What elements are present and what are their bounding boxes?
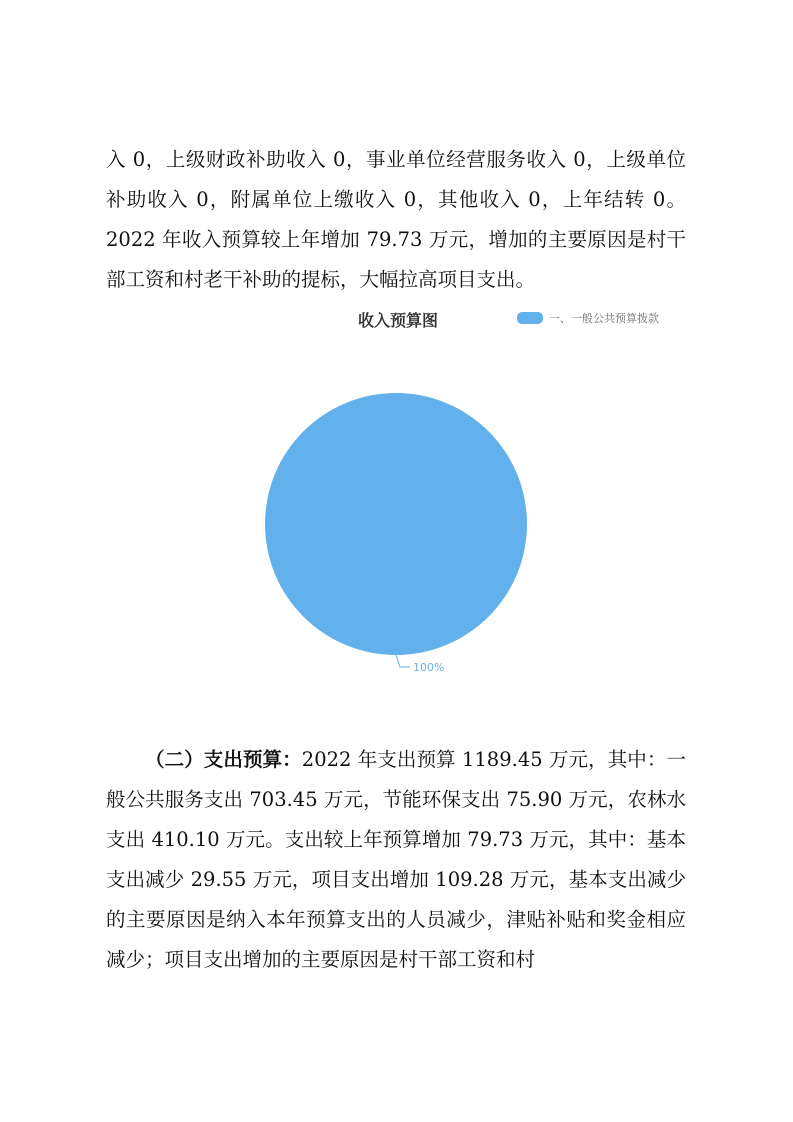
pie-slice (265, 393, 527, 655)
income-budget-pie-chart (0, 295, 793, 695)
pie-slices (265, 393, 527, 655)
chart-title: 收入预算图 (357, 311, 439, 330)
legend-label: 一、一般公共预算拨款 (549, 312, 659, 325)
section-heading: （二）支出预算： (145, 748, 302, 771)
section-body: 2022 年支出预算 1189.45 万元，其中：一般公共服务支出 703.45 万元，节能环保支出 75.90 万元，农林水支出 410.10 万元。支出较上年预算增加 79.73 万元，其中：基本支出减少 29.55 万元，项目支出增加 109.28 万元，基本支出减少的主要原因是纳入本年预算支出的人员减少，津贴补贴和奖金相应减少；项目支出增加的主要原因是村干部工资和村 (106, 748, 686, 971)
body-paragraph-income: 入 0，上级财政补助收入 0，事业单位经营服务收入 0，上级单位补助收入 0，附属单位上缴收入 0，其他收入 0，上年结转 0。2022 年收入预算较上年增加 79.73 万元，增加的主要原因是村干部工资和村老干补助的提标，大幅拉高项目支出。 (106, 148, 686, 291)
chart-legend (517, 311, 659, 325)
body-paragraph-expenditure (106, 740, 686, 980)
legend-swatch (517, 312, 543, 324)
pie-labels (396, 655, 444, 674)
pie-data-label: 100% (413, 661, 445, 674)
pie-label-leader-line (396, 655, 410, 667)
